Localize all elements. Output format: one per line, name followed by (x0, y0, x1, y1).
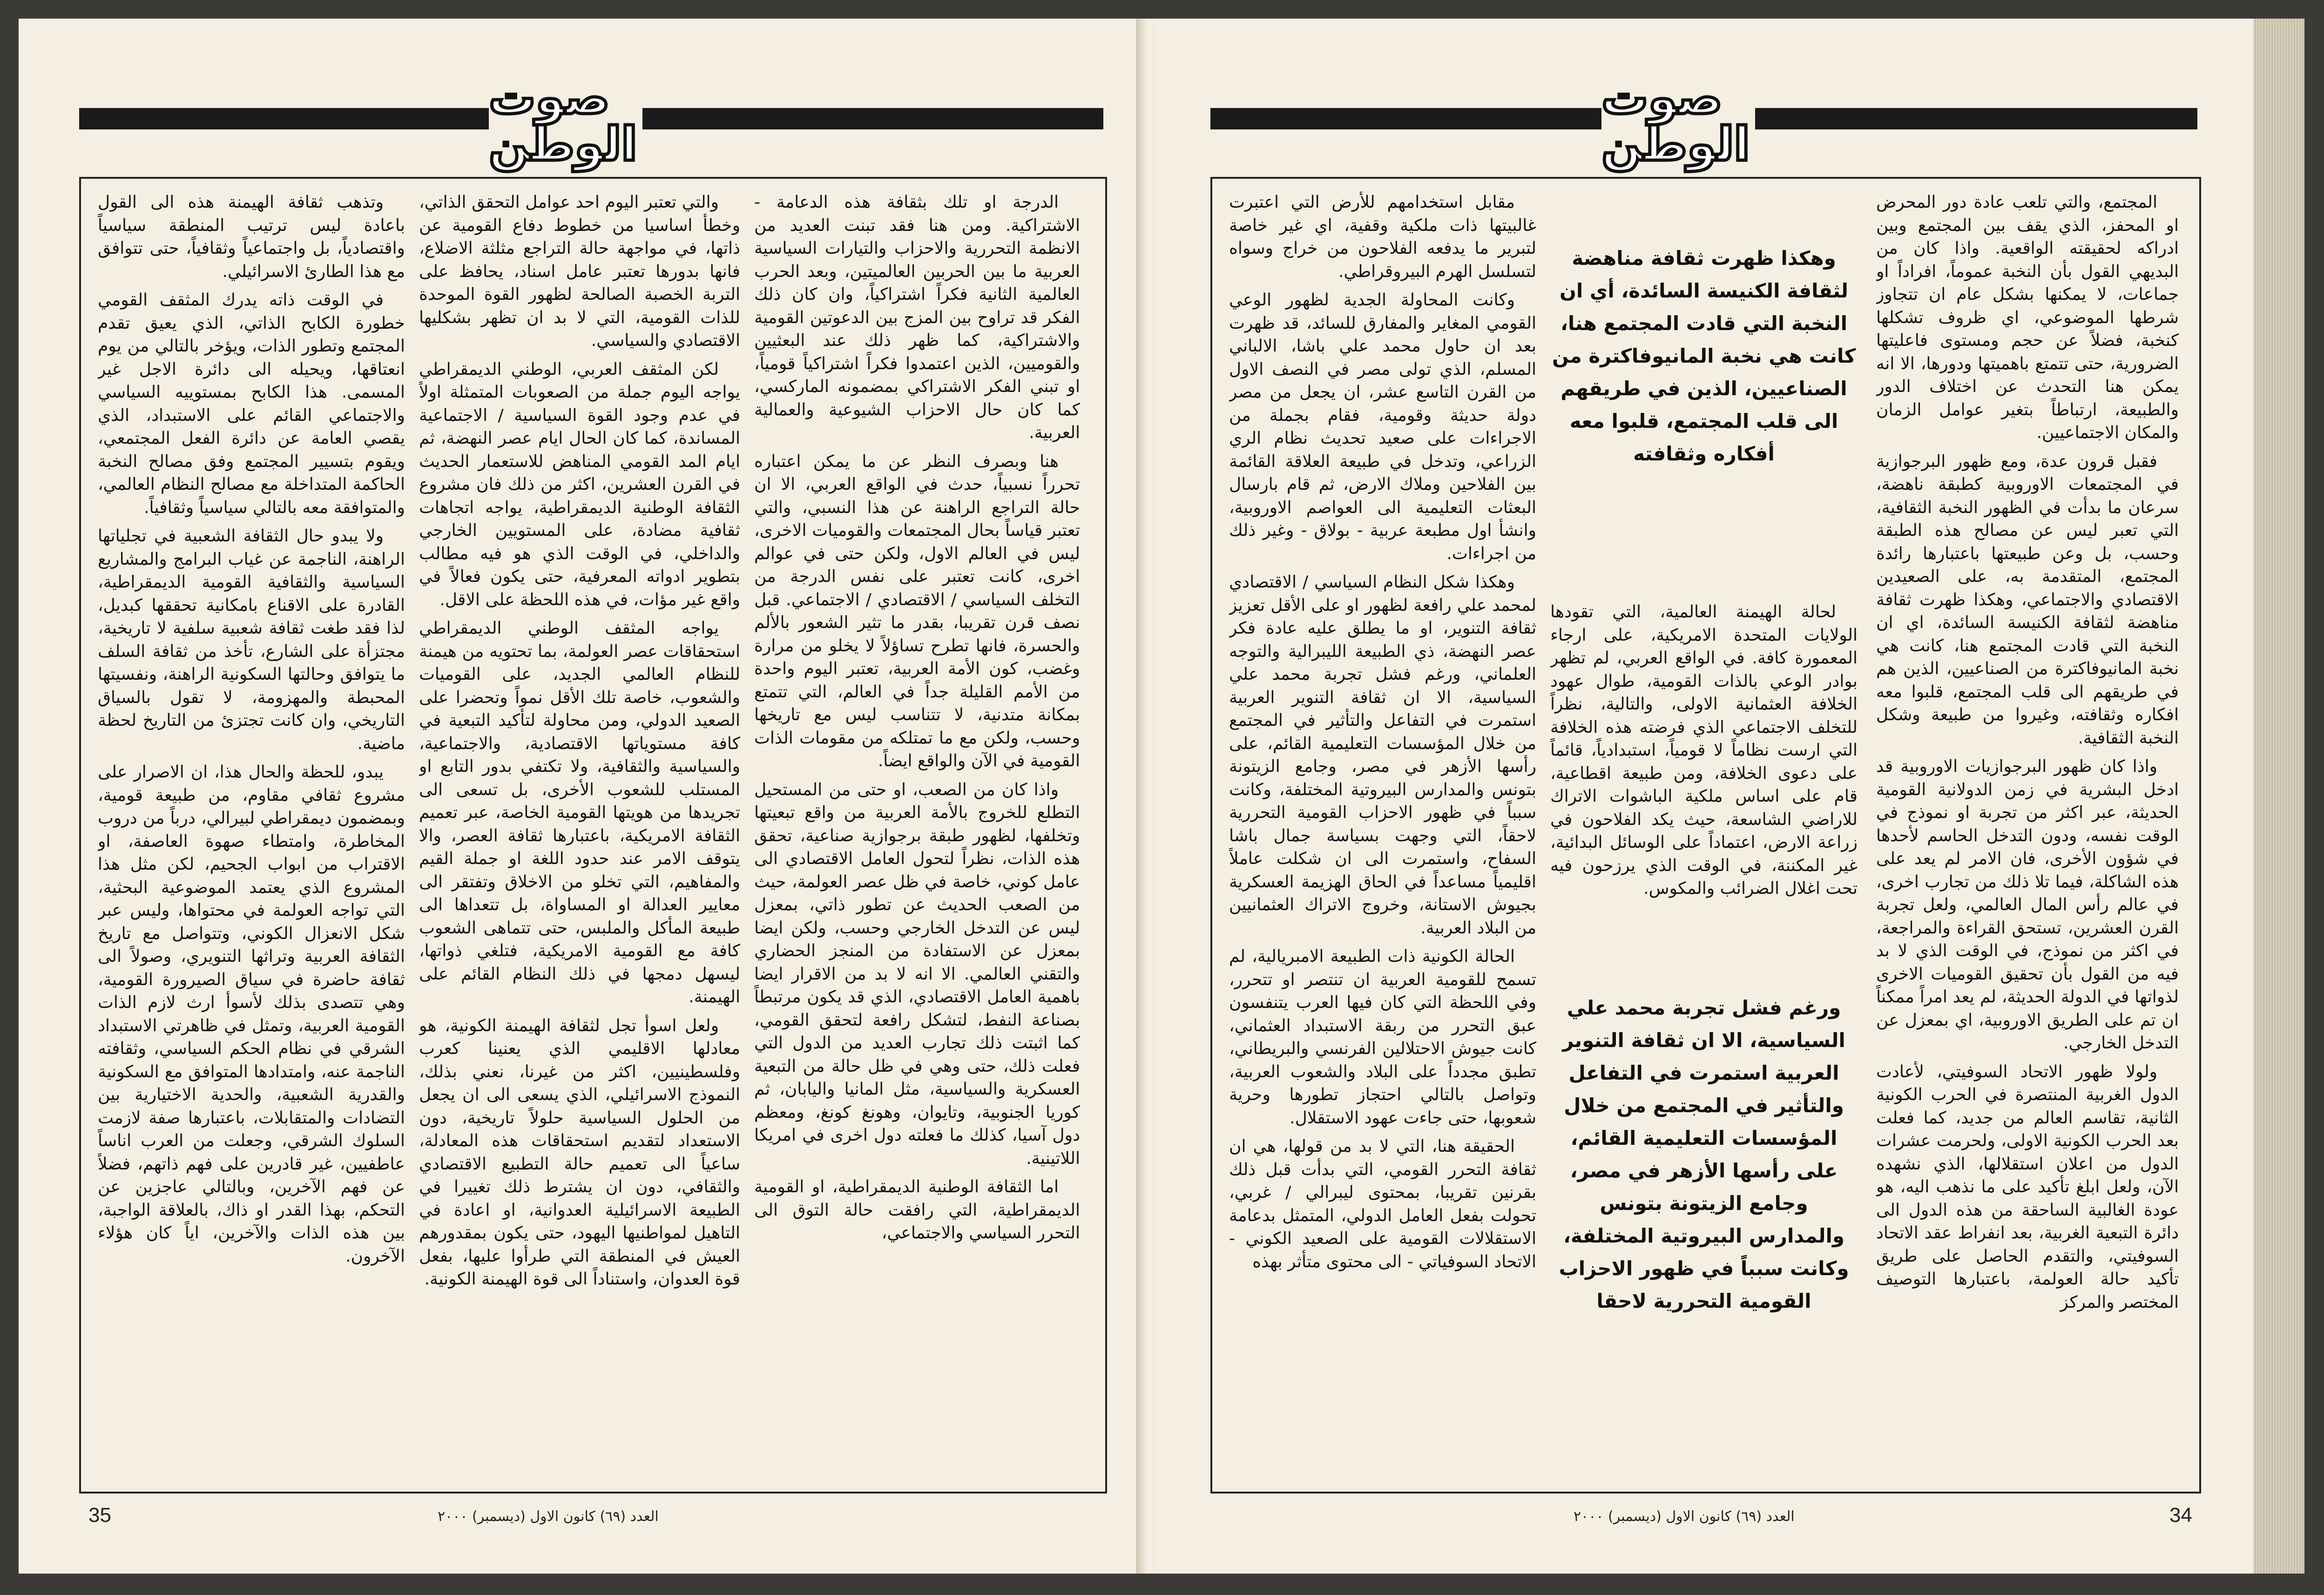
masthead-logo (1601, 70, 1755, 171)
paragraph: ولا يبدو حال الثقافة الشعبية في تجلياتها الراهنة، الناجمة عن غياب البرامج والمشاريع السياسية والثقافية القومية الديمقراطية، القادرة على الاقناع بامكانية تحققها كبديل، لذا فقد طغت ثقافة شعبية سلفية لا تاريخية، مجتزأة على الشارع، تأخذ من ثقافة السلف ما يتوافق وحالتها السكونية الراهنة، ونفسيتها المحبطة والمهزومة، لا تقول بالسياق التاريخي، وان كانت تجتزئ من التاريخ لحظة ماضية. (98, 527, 405, 753)
paragraph: في الوقت ذاته يدرك المثقف القومي خطورة الكابح الذاتي، الذي يعيق تقدم المجتمع وتطور الذات، ويؤخر بالتالي من يوم انعتاقها، ويحيله الى دائرة الاجل غير المسمى. هذا الكابح بمستوييه السياسي والاجتماعي القائم على الاستبداد، الذي يقصي العامة عن دائرة الفعل المجتمعي، ويقوم بتسيير المجتمع وفق مصالح النخبة الحاكمة المتداخلة مع مصالح النظام العالمي، والمتوافقة معه بالتالي سياسياً وثقافياً. (98, 291, 405, 517)
issue-footer: العدد (٦٩) كانون الاول (ديسمبر) ٢٠٠٠ (438, 1508, 659, 1525)
paragraph: ولعل اسوأ تجل لثقافة الهيمنة الكونية، هو معادلها الاقليمي الذي يعنينا كعرب وفلسطينيين، اكثر من غيرنا، نعني بذلك، النموذج الاسرائيلي، الذي يسعى الى ان يجعل من الحلول السياسية حلولاً تاريخية، دون الاستعداد لتقديم استحقاقات هذه المعادلة، ساعياً الى تعميم حالة التطبيع الاقتصادي والثقافي، دون ان يشترط ذلك تغييرا في الطبيعة الاسرائيلية العدوانية، او اعادة في التاهيل لمواطنيها اليهود، حتى يكون بمقدورهم العيش في المنطقة التي طرأوا عليها، بفعل قوة العدوان، واستناداً الى قوة الهيمنة الكونية. (419, 1016, 740, 1289)
paragraph: يبدو، للحظة والحال هذا، ان الاصرار على مشروع ثقافي مقاوم، من طبيعة قومية، وبمضمون ديمقراطي لبيرالي، درباً من دروب المخاطرة، وامتطاء صهوة العاصفة، او الاقتراب من ابواب الجحيم، لكن مثل هذا المشروع الذي يعتمد الموضوعية البحثية، التي تواجه العولمة في محتواها، وليس عبر شكل الانعزال الكوني، وتتواصل مع تاريخ الثقافة العربية وتراثها التنويري، وصولاً الى ثقافة حاضرة في سياق الصيرورة القومية، وهي تتصدى بذلك لأسوأ ارث لازم الذات القومية العربية، وتمثل في ظاهرتي الاستبداد الشرقي في نظام الحكم السياسي، وثقافته الناجمة عنه، وامتدادها المتوافق مع السكونية والقدرية الشعبية، والحدية الاختيارية بين التضادات والمتقابلات، باعتبارها صفة لازمت السلوك الشرقي، وجعلت من العرب اناساً عاطفيين، غير قادرين على فهم ذاتهم، فضلاً عن فهم الآخرين، وبالتالي عاجزين عن التحكم، بهذا القدر او ذاك، بالعلاقة الواجبة، بين هذه الذات والآخرين، اياً كان هؤلاء الآخرون. (98, 763, 405, 1266)
paragraph: لحالة الهيمنة العالمية، التي تقودها الولايات المتحدة الامريكية، على ارجاء المعمورة كافة. في الواقع العربي، لم تظهر بوادر الوعي بالذات القومية، طوال عهود الخلافة العثمانية الاولى، والتالية، نظراً للتخلف الاجتماعي الذي فرضته هذه الخلافة التي ارست نظاماً لا قومياً، استبدادياً، قائماً على دعوى الخلافة، ومن طبيعة اقطاعية، قام على اساس ملكية الباشوات الاتراك للاراضي الشاسعة، حيث يكد الفلاحون في زراعة الارض، اعتماداً على الوسائل البدائية، غير المكننة، في الوقت الذي يرزحون فيه تحت اغلال الضرائب والمكوس. (1550, 602, 1858, 898)
pull-quote-top: وهكذا ظهرت ثقافة مناهضة لثقافة الكنيسة السائدة، أي ان النخبة التي قادت المجتمع هنا، كانت هي نخبة المانيوفاكترة من الصناعيين، الذين في طريقهم الى قلب المجتمع، قلبوا معه أفكاره وثقافته (1552, 247, 1856, 465)
article-column-left (98, 191, 405, 1476)
masthead-logo (489, 70, 642, 171)
paragraph: اما الثقافة الوطنية الديمقراطية، او القومية الديمقراطية، التي رافقت حالة التوق الى التحرر السياسي والاجتماعي، (754, 1177, 1080, 1243)
paragraph: فقبل قرون عدة، ومع ظهور البرجوازية في المجتمعات الاوروبية كطبقة ناهضة، سرعان ما بدأت في الظهور النخبة الثقافية، التي تعبر ليس عن مصالح هذه الطبقة وحسب، بل وعن طبيعتها باعتبارها رائدة المجتمع، المتقدمة به، على الصعيدين الاقتصادي والاجتماعي، وهكذا ظهرت ثقافة مناهضة لثقافة الكنيسة السائدة، اي ان النخبة التي قادت المجتمع هنا، كانت هي نخبة المانيوفاكترة من الصناعيين، الذين هم في طريقهم الى قلب المجتمع، قلبوا معه افكاره وثقافته، وغيروا من طبيعة وشكل النخبة الثقافية. (1876, 452, 2179, 748)
left-page (19, 19, 1145, 1574)
paragraph: واذا كان ظهور البرجوازيات الاوروبية قد ادخل البشرية في زمن الدولانية القومية الحديثة، عبر اكثر من تجربة او نموذج في الوقت نفسه، ودون التدخل الحاسم لأحدها في شؤون الأخرى، فان الامر لم يعد على هذه الشاكلة، فيما تلا ذلك من تجارب اخرى، في عالم رأس المال العالمي، ولعل تجربة القرن العشرين، تستحق القراءة والمراجعة، في اكثر من نموذج، في الوقت الذي لا بد فيه من القول بأن تحقيق القوميات الاخرى لذواتها في الدولة الحديثة، لم يعد امراً ممكناً ان تم على الطريق الاوروبية، اي بمعزل عن التدخل الخارجي. (1876, 757, 2179, 1053)
paragraph: الحالة الكونية ذات الطبيعة الامبريالية، لم تسمح للقومية العربية ان تنتصر او تتحرر، وفي اللحظة التي كان فيها العرب يتنفسون عبق التحرر من ربقة الاستبداد العثماني، كانت جيوش الاحتلالين الفرنسي والبريطاني، تطبق مجدداً على البلاد والشعوب العربية، وتواصل بالتالي احتجاز تطورها وحرية شعوبها، حتى جاءت عهود الاستقلال. (1229, 947, 1536, 1128)
page-stack-edge (2253, 19, 2304, 1574)
right-page (1155, 19, 2253, 1574)
article-column-middle (419, 191, 740, 1476)
paragraph: يواجه المثقف الوطني الديمقراطي استحقاقات عصر العولمة، بما تحتويه من هيمنة للنظام العالمي الجديد، على القوميات والشعوب، خاصة تلك الأقل نمواً وتحضرا على الصعيد الدولي، ومن محاولة لتأكيد التبعية في كافة مستوياتها الاقتصادية، والاجتماعية، والسياسية والثقافية، ولا تكتفي بدور التابع او المستلب للشعوب الأخرى، بل تسعى الى تجريدها من هويتها القومية الخاصة، عبر تعميم الثقافة الامريكية، باعتبارها ثقافة العصر، والا يتوقف الامر عند حدود اللغة او جملة القيم والمفاهيم، التي تخلو من الاخلاق وتفتقر الى معايير العدالة او المساواة، بل تتعداها الى طبيعة المأكل والملبس، حتى تتماهى الشعوب كافة مع القومية الامريكية، فتلغي ذواتها، ليسهل دمجها في ذلك النظام القائم على الهيمنة. (419, 619, 740, 1007)
paragraph: وكانت المحاولة الجدية لظهور الوعي القومي المغاير والمفارق للسائد، قد ظهرت بعد ان حاول محمد علي باشا، الالباني المسلم، الذي تولى مصر في النصف الاول من القرن التاسع عشر، ان يجعل من مصر دولة حديثة وقومية، فقام بجملة من الاجراءات على صعيد تحديث نظام الري الزراعي، وتدخل في طبيعة العلاقة القائمة بين الفلاحين وملاك الارض، ثم قام بارسال البعثات التعليمية الى العواصم الاوروبية، وانشأ اول مطبعة عربية - بولاق - وغير ذلك من اجراءات. (1229, 291, 1536, 563)
paragraph: وتذهب ثقافة الهيمنة هذه الى القول باعادة ليس ترتيب المنطقة سياسياً واقتصادياً، بل واجتماعياً وثقافياً، حتى تتوافق مع هذا الطارئ الاسرائيلي. (98, 193, 405, 281)
paragraph: واذا كان من الصعب، او حتى من المستحيل التطلع للخروج بالأمة العربية من واقع تبعيتها وتخلفها، لظهور طبقة برجوازية صناعية، تحقق هذه الذات، نظراً لتحول العامل الاقتصادي الى عامل كوني، خاصة في ظل عصر العولمة، حيث من الصعب الحديث عن تطور ذاتي، بمعزل ليس عن التدخل الخارجي وحسب، ولكن ايضا بمعزل عن الاستفادة من المنجز الحضاري والتقني العالمي. الا انه لا بد من الاقرار ايضا باهمية العامل الاقتصادي، الذي قد يكون مرتبطاً بصناعة النفط، لتشكل رافعة لتحقق القومي، كما اثبتت ذلك تجارب العديد من الدول التي فعلت ذلك، حتى وهي في ظل حالة من التبعية العسكرية والسياسية، مثل المانيا واليابان، ثم كوريا الجنوبية، وتايوان، وهونغ كونغ، ومعظم دول آسيا، كذلك ما فعلته دول اخرى في امريكا اللاتينية. (754, 780, 1080, 1168)
paragraph: الدرجة او تلك بثقافة هذه الدعامة - الاشتراكية. ومن هنا فقد تبنت العديد من الانظمة التحررية والاحزاب والتيارات السياسية العربية ما بين الحربين العالميتين، وبعد الحرب العالمية الثانية فكراً اشتراكياً، وان كان ذلك الفكر قد تراوح بين المزج بين الدعوتين القومية والاشتراكية، كما ظهر ذلك عند البعثيين والقوميين، الذين اعتمدوا فكراً اشتراكياً قومياً، او تبني الفكر الاشتراكي بمضمونه الماركسي، كما كان حال الاحزاب الشيوعية والعمالية العربية. (754, 193, 1080, 442)
masthead-text: صوت الوطن (489, 70, 637, 171)
paragraph: مقابل استخدامهم للأرض التي اعتبرت غالبيتها ذات ملكية وقفية، اي غير خاصة لتبرير ما يدفعه الفلاحون من خراج وسواه لتسلسل الهرم البيروقراطي. (1229, 193, 1536, 281)
paragraph: هنا وبصرف النظر عن ما يمكن اعتباره تحرراً نسبياً، حدث في الواقع العربي، الا ان حالة التراجع الراهنة عن هذا النسبي، والتي تعتبر قياساً بحال المجتمعات والقوميات الاخرى، ليس في العالم الاول، ولكن حتى في عوالم اخرى، كانت تعتبر على نفس الدرجة من التخلف السياسي / الاقتصادي / الاجتماعي. قبل نصف قرن تقريبا، بقدر ما تثير الشعور بالألم والحسرة، فانها تطرح تساؤلاً لا يخلو من مرارة وغضب، كون الأمة العربية، تعتبر اليوم واحدة من الأمم القليلة جداً في العالم، التي تتمتع بمكانة متدنية، لا تتناسب ليس مع تاريخها وحسب، ولكن مع ما تمتلكه من مقومات الذات القومية في الآن والواقع ايضاً. (754, 452, 1080, 770)
article-column-left (1229, 191, 1536, 1476)
masthead-text: صوت الوطن (1601, 70, 1750, 171)
page-number: 34 (2169, 1504, 2192, 1527)
page-number: 35 (88, 1504, 111, 1527)
paragraph: ولولا ظهور الاتحاد السوفيتي، لأعادت الدول الغربية المنتصرة في الحرب الكونية الثانية، تقاسم العالم من جديد، كما فعلت بعد الحرب الكونية الاولى، ولحرمت عشرات الدول من اعلان استقلالها، الذي نشهده الآن، ولعل ابلغ تأكيد على ما نذهب اليه، هو عودة الغالبية الساحقة من هذه الدول الى دائرة التبعية الغربية، بعد انفراط عقد الاتحاد السوفيتي، والتقدم الحاصل على طريق تأكيد حالة العولمة، باعتبارها التوصيف المختصر والمركز (1876, 1062, 2179, 1312)
article-column-middle (1550, 601, 1858, 936)
paragraph: الحقيقة هنا، التي لا بد من قولها، هي ان ثقافة التحرر القومي، التي بدأت قبل ذلك بقرنين تقريبا، بمحتوى ليبرالي / غربي، تحولت بفعل العامل الدولي، المتمثل بدعامة الاستقلالات القومية على الصعيد الكوني - الاتحاد السوفياتي - الى محتوى متأثر بهذه (1229, 1137, 1536, 1271)
paragraph: والتي تعتبر اليوم احد عوامل التحقق الذاتي، وخطأ اساسيا من خطوط دفاع القومية عن ذاتها، في مواجهة حالة التراجع مثلثة الاضلاع، فانها بدورها تعتبر عامل اسناد، يحافظ على التربة الخصبة الصالحة لظهور القوة الموحدة للذات القومية، التي لا بد ان تظهر بشكليها الاقتصادي والسياسي. (419, 193, 740, 350)
paragraph: وهكذا شكل النظام السياسي / الاقتصادي لمحمد علي رافعة لظهور او على الأقل تعزيز ثقافة التنوير، او ما يطلق عليه عادة فكر عصر النهضة، ذي الطبيعة الليبرالية والتوجه العلماني، ورغم فشل تجربة محمد علي السياسية، الا ان ثقافة التنوير العربية استمرت في التفاعل والتأثير في المجتمع من خلال المؤسسات التعليمية القائم، على رأسها الأزهر في مصر، وجامع الزيتونة بتونس والمدارس البيروتية المختلفة، وكانت سبباً في ظهور الاحزاب القومية التحررية لاحقاً، التي وجهت بسياسة جمال باشا السفاح، واستمرت الى ان شكلت عاملاً اقليمياً مساعداً في الحاق الهزيمة العسكرية بجيوش الاستانة، وخروج الاتراك العثمانيين من البلاد العربية. (1229, 573, 1536, 938)
issue-footer: العدد (٦٩) كانون الاول (ديسمبر) ٢٠٠٠ (1574, 1508, 1795, 1525)
article-column-right (754, 191, 1080, 1476)
paragraph: المجتمع، والتي تلعب عادة دور المحرض او المحفز، الذي يقف بين المجتمع وبين ادراكه لحقيقته الواقعية. واذا كان من البديهي القول بأن النخبة عموماً، افراداً او جماعات، لا يمكنها بشكل عام ان تتجاوز شرطها الموضوعي، اي ظروف تشكلها كنخبة، فضلاً عن حجم ومستوى فاعليتها الضرورية، حتى تتمتع باهميتها ودورها، الا انه يمكن هنا التحدث عن اختلاف الدور والطبيعة، ارتباطاً بتغير عوامل الزمان والمكان الاجتماعيين. (1876, 193, 2179, 442)
paragraph: لكن المثقف العربي، الوطني الديمقراطي يواجه اليوم جملة من الصعوبات المتمثلة اولاً في عدم وجود القوة السياسية / الاجتماعية المساندة، كما كان الحال ايام عصر النهضة، ثم ايام المد القومي المناهض للاستعمار الحديث في القرن العشرين، اكثر من ذلك فان مشروع الثقافة الوطنية الديمقراطية، يواجه اتجاهات ثقافية مضادة، على المستويين الخارجي والداخلي، في الوقت الذي هو فيه مطالب بتطوير ادواته المعرفية، حتى يكون فعالاً في واقع غير مؤات، في هذه اللحظة على الاقل. (419, 359, 740, 609)
article-column-right (1876, 191, 2179, 1476)
pull-quote-bottom: ورغم فشل تجربة محمد علي السياسية، الا ان ثقافة التنوير العربية استمرت في التفاعل والتأثير في المجتمع من خلال المؤسسات التعليمية القائم، على رأسها الأزهر في مصر، وجامع الزيتونة بتونس والمدارس البيروتية المختلفة، وكانت سبباً في ظهور الاحزاب القومية التحررية لاحقا (1559, 996, 1849, 1312)
